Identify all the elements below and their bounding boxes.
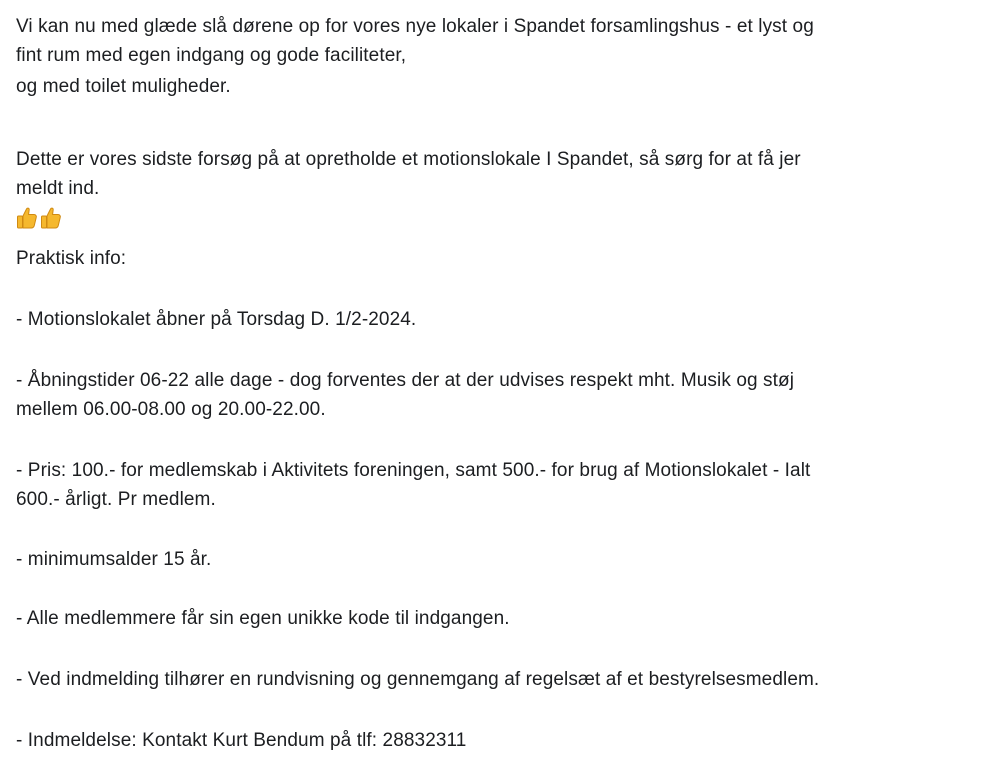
info-hours-line-2: mellem 06.00-08.00 og 20.00-22.00.	[16, 399, 326, 420]
intro-line-3: og med toilet muligheder.	[16, 76, 231, 97]
appeal-line-1: Dette er vores sidste forsøg på at opretholde et motionslokale I Spandet, så sørg for at få jer	[16, 149, 801, 170]
info-heading: Praktisk info:	[16, 248, 127, 269]
thumbs-up-icon	[16, 206, 38, 230]
emoji-row	[16, 206, 62, 230]
info-signup: - Indmeldelse: Kontakt Kurt Bendum på tlf: 28832311	[16, 730, 467, 751]
info-hours-line-1: - Åbningstider 06-22 alle dage - dog forventes der at der udvises respekt mht. Musik og støj	[16, 370, 795, 391]
info-price-line-1: - Pris: 100.- for medlemskab i Aktivitets foreningen, samt 500.- for brug af Motionslokalet - Ialt	[16, 460, 811, 481]
info-price-line-2: 600.- årligt. Pr medlem.	[16, 489, 216, 510]
info-tour: - Ved indmelding tilhører en rundvisning og gennemgang af regelsæt af et bestyrelsesmedlem.	[16, 669, 820, 690]
info-code: - Alle medlemmere får sin egen unikke kode til indgangen.	[16, 608, 510, 629]
intro-line-1: Vi kan nu med glæde slå dørene op for vores nye lokaler i Spandet forsamlingshus - et lyst og	[16, 16, 814, 37]
thumbs-up-icon	[40, 206, 62, 230]
info-opening: - Motionslokalet åbner på Torsdag D. 1/2-2024.	[16, 309, 417, 330]
appeal-line-2: meldt ind.	[16, 178, 100, 199]
intro-line-2: fint rum med egen indgang og gode faciliteter,	[16, 45, 407, 66]
info-age: - minimumsalder 15 år.	[16, 549, 212, 570]
